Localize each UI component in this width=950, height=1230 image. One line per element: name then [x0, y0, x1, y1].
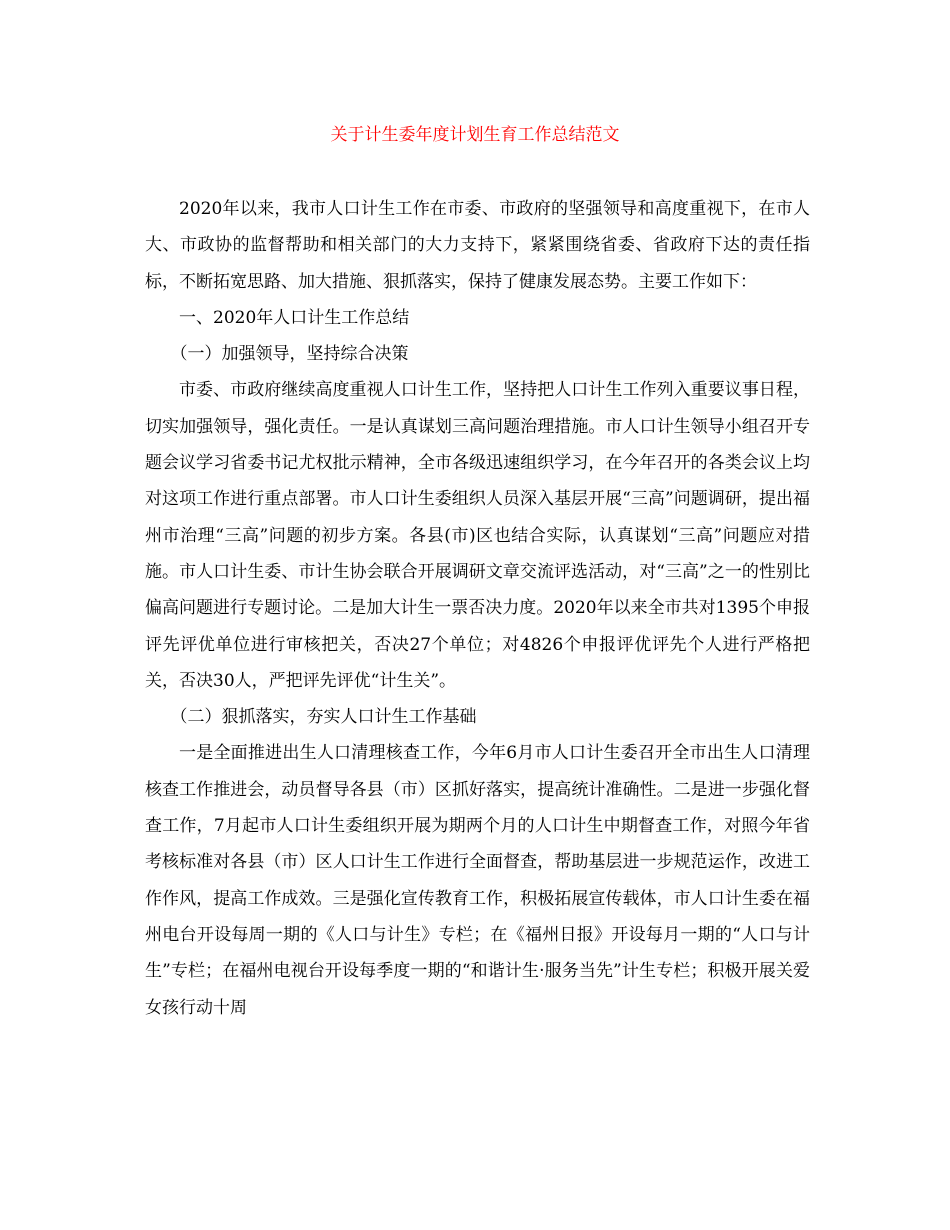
intro-paragraph: 2020年以来，我市人口计生工作在市委、市政府的坚强领导和高度重视下，在市人大、市政协的监督帮助和相关部门的大力支持下，紧紧围绕省委、省政府下达的责任指标，不断拓宽思路、加大措施、狠抓落实，保持了健康发展态势。主要工作如下： — [145, 199, 810, 292]
subsection-heading-2: （二）狠抓落实，夯实人口计生工作基础 — [170, 707, 477, 728]
implementation-paragraph: 一是全面推进出生人口清理核查工作，今年6月市人口计生委召开全市出生人口清理核查工作推进会，动员督导各县（市）区抓好落实，提高统计准确性。二是进一步强化督查工作，7月起市人口计生委组织开展为期两个月的人口计生中期督查工作，对照今年省考核标准对各县（市）区人口计生工作进行全面督查，帮助基层进一步规范运作，改进工作作风，提高工作成效。三是强化宣传教育工作，积极拓展宣传载体，市人口计生委在福州电台开设每周一期的《人口与计生》专栏；在《福州日报》开设每月一期的“人口与计生”专栏；在福州电视台开设每季度一期的“和谐计生·服务当先”计生专栏；积极开展关爱女孩行动十周 — [145, 743, 810, 1018]
document-title: 关于计生委年度计划生育工作总结范文 — [330, 125, 620, 145]
subsection-heading-1: （一）加强领导，坚持综合决策 — [170, 344, 409, 365]
section-heading-1: 一、2020年人口计生工作总结 — [179, 307, 410, 328]
document-body — [145, 191, 810, 1026]
leadership-paragraph: 市委、市政府继续高度重视人口计生工作，坚持把人口计生工作列入重要议事日程，切实加强领导，强化责任。一是认真谋划三高问题治理措施。市人口计生领导小组召开专题会议学习省委书记尤权批示精神，全市各级迅速组织学习，在今年召开的各类会议上均对这项工作进行重点部署。市人口计生委组织人员深入基层开展“三高”问题调研，提出福州市治理“三高”问题的初步方案。各县(市)区也结合实际，认真谋划“三高”问题应对措施。市人口计生委、市计生协会联合开展调研文章交流评选活动，对“三高”之一的性别比偏高问题进行专题讨论。二是加大计生一票否决力度。2020年以来全市共对1395个申报评先评优单位进行审核把关，否决27个单位；对4826个申报评优评先个人进行严格把关，否决30人，严把评先评优“计生关”。 — [145, 380, 810, 691]
